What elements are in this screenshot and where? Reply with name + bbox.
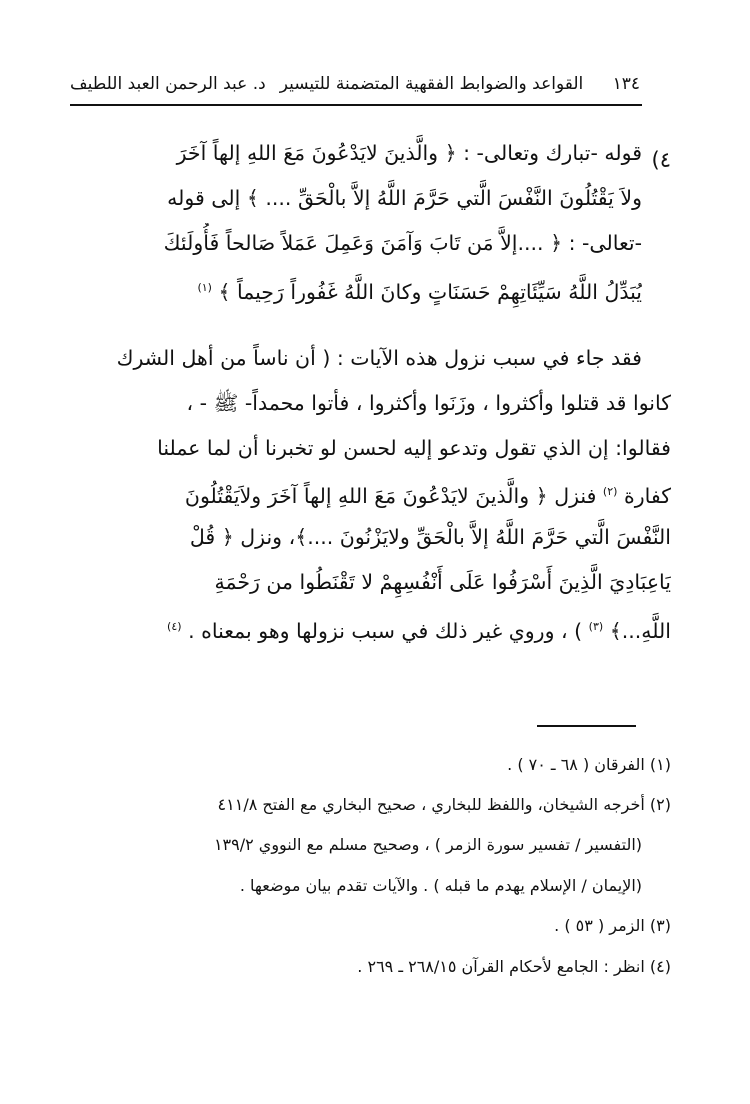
footnote-2: (٢) أخرجه الشيخان، واللفظ للبخاري ، صحيح البخاري مع الفتح ٤١١/٨ xyxy=(217,795,671,814)
para-line-6: يَاعِبَادِيَ الَّذِينَ أَسْرَفُوا عَلَى أَنْفُسِهِمْ لا تَقْنَطُوا من رَحْمَةِ xyxy=(214,570,671,594)
item-line-4 xyxy=(110,268,642,312)
para-word: كفارة xyxy=(623,483,671,508)
para-line-1: فقد جاء في سبب نزول هذه الآيات : ( أن ناساً من أهل الشرك xyxy=(116,346,642,370)
para-line-7 xyxy=(110,607,671,651)
item-number: ٤) xyxy=(651,148,671,172)
verse-text: يُبَدِّلُ اللَّهُ سَيِّئَاتِهِمْ حَسَنَاتٍ وكانَ اللَّهُ غَفُوراً رَحِيماً ﴾ xyxy=(218,279,642,304)
header-rule xyxy=(70,104,642,106)
page-number: ١٣٤ xyxy=(612,74,640,94)
item-line-2: ولاَ يَقْتُلُونَ النَّفْسَ الَّتي حَرَّمَ اللَّهُ إلاَّ بالْحَقِّ .... ﴾ إلى قوله xyxy=(167,186,642,210)
item-line-3: -تعالى- : ﴿ ....إلاَّ مَن تَابَ وَآمَنَ وَعَمِلَ عَمَلاً صَالحاً فَأُولَئكَ xyxy=(163,231,642,255)
para-line-3: فقالوا: إن الذي تقول وتدعو إليه لحسن لو تخبرنا أن لما عملنا xyxy=(157,436,671,460)
footnote-ref-1: (١) xyxy=(197,281,212,294)
footnote-1: (١) الفرقان ( ٦٨ ـ ٧٠ ) . xyxy=(507,755,671,774)
footnote-2-cont: (التفسير / تفسير سورة الزمر ) ، وصحيح مسلم مع النووي ١٣٩/٢ xyxy=(213,835,642,854)
para-line-5: النَّفْسَ الَّتي حَرَّمَ اللَّهُ إلاَّ بالْحَقِّ ولايَزْنُونَ ....﴾، ونزل ﴿ قُلْ xyxy=(189,525,671,549)
footnote-3: (٣) الزمر ( ٥٣ ) . xyxy=(554,916,671,935)
para-word: اللَّهِ...﴾ xyxy=(609,618,671,643)
para-line-4 xyxy=(110,472,671,516)
para-text: فنزل ﴿ والَّذينَ لايَدْعُونَ مَعَ اللهِ إلهاً آخَرَ ولاَيَقْتُلُونَ xyxy=(184,483,597,508)
footnote-ref-4: (٤) xyxy=(167,620,182,633)
footnote-4: (٤) انظر : الجامع لأحكام القرآن ٢٦٨/١٥ ـ ٢٦٩ . xyxy=(357,957,671,976)
footnote-2-cont2: (الإيمان / الإسلام يهدم ما قبله ) . والآيات تقدم بيان موضعها . xyxy=(239,876,642,895)
page-header xyxy=(70,70,640,98)
para-text: ) ، وروي غير ذلك في سبب نزولها وهو بمعناه . xyxy=(188,618,583,643)
para-line-2: كانوا قد قتلوا وأكثروا ، وزَنَوا وأكثروا ، فأتوا محمداً- ﷺ - ، xyxy=(186,391,671,415)
item-line-1: قوله -تبارك وتعالى- : ﴿ والَّذينَ لايَدْعُونَ مَعَ اللهِ إلهاً آخَرَ xyxy=(176,141,642,165)
book-title: القواعد والضوابط الفقهية المتضمنة للتيسير xyxy=(279,74,584,94)
author-name: د. عبد الرحمن العبد اللطيف xyxy=(70,74,266,94)
footnote-rule xyxy=(537,725,636,727)
footnote-ref-3: (٣) xyxy=(588,620,604,633)
footnote-ref-2: (٢) xyxy=(602,485,618,498)
